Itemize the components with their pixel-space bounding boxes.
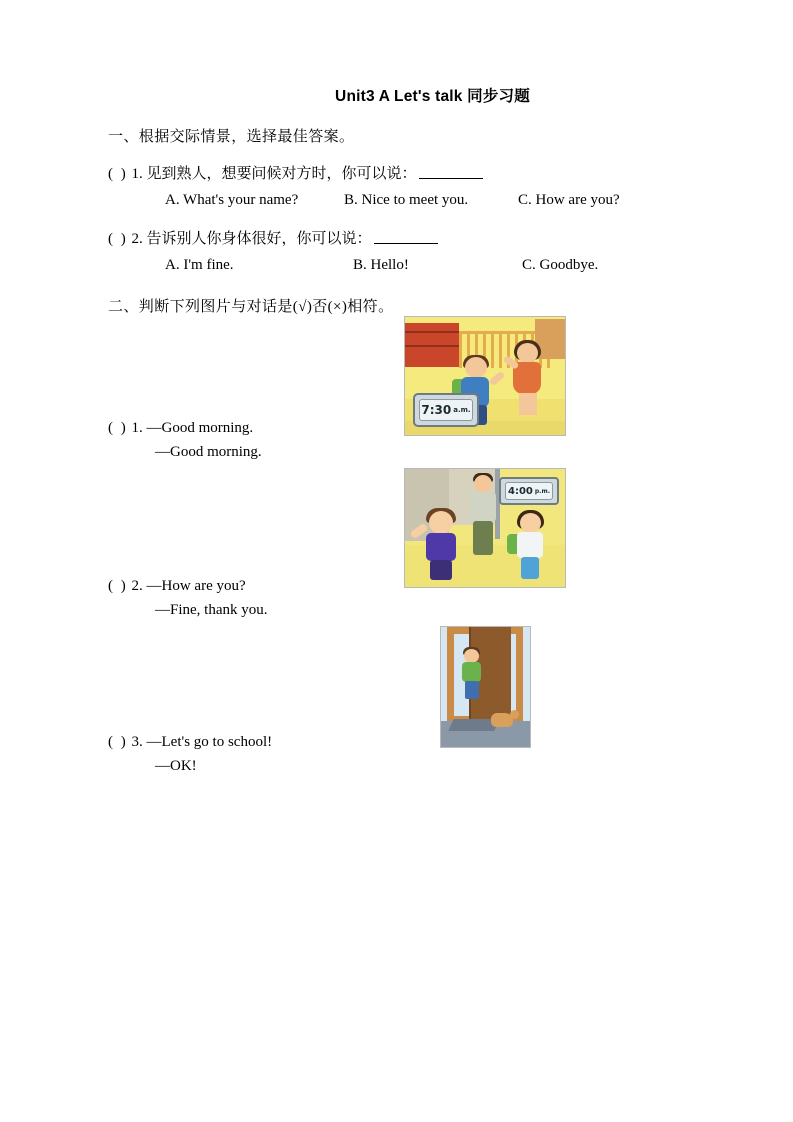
section-1-heading: 一、根据交际情景，选择最佳答案。	[108, 129, 355, 145]
torso	[426, 533, 456, 561]
section-1-question-1	[108, 162, 697, 183]
option-c[interactable]: C. How are you?	[518, 192, 620, 208]
dialogue-line-2: —Fine, thank you.	[155, 602, 268, 618]
brick-wall	[405, 323, 459, 367]
torso	[517, 532, 543, 558]
dialogue-line-1: —Let's go to school!	[146, 734, 273, 750]
clock-face	[505, 482, 553, 500]
head	[517, 343, 538, 363]
picture-boy-at-door-scene	[440, 626, 531, 748]
option-b[interactable]: B. Hello!	[353, 257, 409, 273]
answer-parenthesis[interactable]: ( )	[108, 734, 128, 750]
option-a[interactable]: A. What's your name?	[165, 192, 299, 208]
answer-blank[interactable]	[374, 231, 438, 244]
boy-waving-figure	[419, 511, 465, 581]
clock-time: 4:00	[508, 485, 533, 497]
item-number: 1.	[131, 420, 143, 436]
man-figure	[465, 475, 501, 561]
option-c[interactable]: C. Goodbye.	[522, 257, 599, 273]
item-line-1	[108, 730, 272, 754]
question-stem: 告诉别人你身体很好，你可以说：	[146, 231, 372, 247]
item-number: 2.	[131, 578, 143, 594]
legs	[521, 557, 539, 579]
picture-school-gate-morning-scene	[404, 316, 566, 436]
girl-figure	[513, 513, 549, 583]
section-2-item-1	[108, 416, 262, 464]
clock-time: 7:30	[421, 403, 452, 417]
dialogue-line-1: —How are you?	[146, 578, 246, 594]
item-number: 3.	[131, 734, 143, 750]
question-stem: 见到熟人，想要问候对方时，你可以说：	[146, 166, 417, 182]
page-title: Unit3 A Let's talk 同步习题	[335, 88, 530, 105]
legs	[430, 560, 452, 580]
answer-parenthesis[interactable]: ( )	[108, 420, 128, 436]
section-1-question-2	[108, 227, 697, 248]
answer-blank[interactable]	[419, 166, 483, 179]
torso	[470, 492, 496, 522]
head	[520, 513, 541, 533]
section-1-question-1-options	[108, 192, 697, 211]
head	[465, 357, 487, 378]
head	[464, 649, 479, 663]
legs	[519, 393, 537, 415]
answer-parenthesis[interactable]: ( )	[108, 578, 128, 594]
section-2-item-2	[108, 574, 268, 622]
girl-waving-figure	[511, 343, 547, 423]
question-number: 2.	[131, 231, 143, 247]
clock-ampm: a.m.	[453, 406, 471, 414]
section-1-question-2-options	[108, 257, 697, 276]
section-2-item-3	[108, 730, 272, 778]
legs	[473, 521, 493, 555]
clock-icon	[499, 477, 559, 505]
option-b[interactable]: B. Nice to meet you.	[344, 192, 469, 208]
item-line-1	[108, 416, 262, 440]
dialogue-line-2: —OK!	[155, 758, 197, 774]
question-number: 1.	[131, 166, 143, 182]
answer-parenthesis[interactable]: ( )	[108, 231, 128, 247]
option-a[interactable]: A. I'm fine.	[165, 257, 234, 273]
torso	[462, 662, 481, 682]
picture-street-afternoon-scene	[404, 468, 566, 588]
section-2-heading: 二、判断下列图片与对话是(√)否(×)相符。	[108, 299, 394, 315]
head	[429, 511, 453, 534]
clock-icon	[413, 393, 479, 427]
head	[474, 475, 492, 493]
dialogue-line-2: —Good morning.	[155, 444, 262, 460]
legs	[465, 681, 479, 699]
answer-parenthesis[interactable]: ( )	[108, 166, 128, 182]
clock-ampm: p.m.	[534, 487, 550, 495]
dialogue-line-1: —Good morning.	[146, 420, 254, 436]
clock-face	[419, 399, 473, 421]
dog	[491, 713, 513, 727]
item-line-1	[108, 574, 268, 598]
boy-figure	[459, 649, 485, 707]
